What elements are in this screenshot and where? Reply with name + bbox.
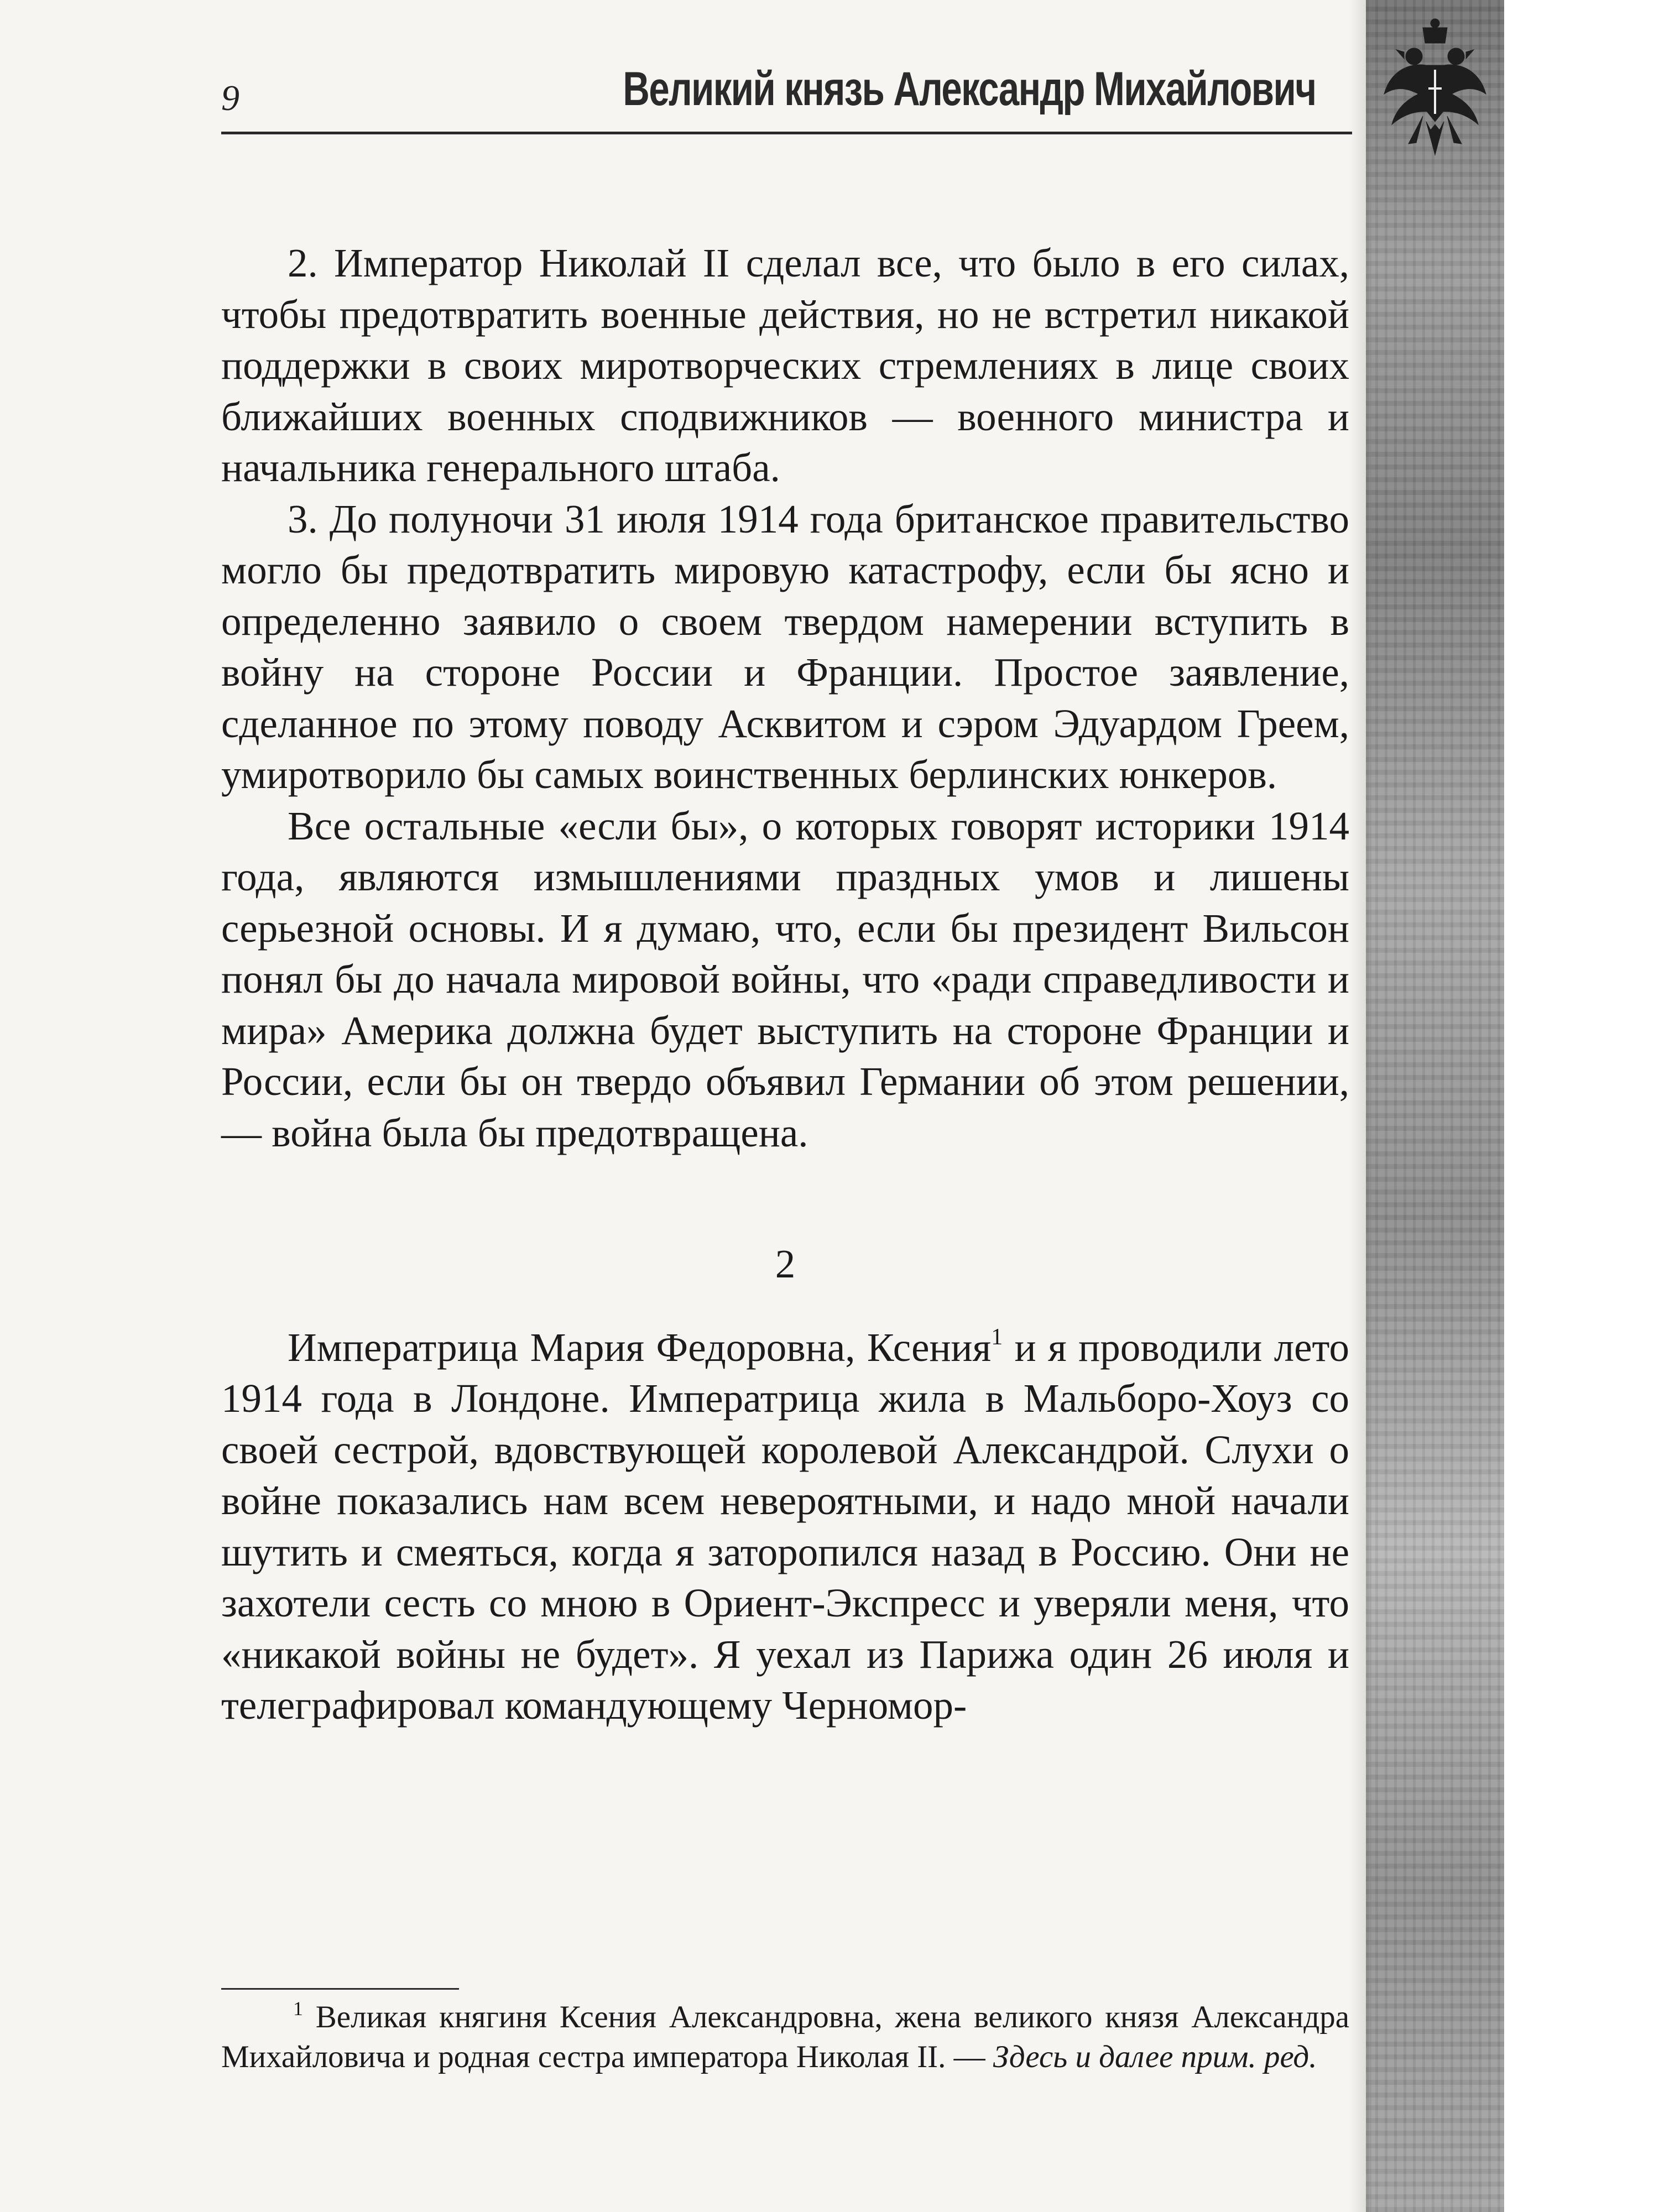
footnote-text xyxy=(221,1997,1349,2077)
side-photo-strip xyxy=(1366,0,1504,2212)
body-text xyxy=(221,238,1349,1731)
paragraph-text: Императрица Мария Федоровна, Ксения xyxy=(288,1324,992,1370)
running-title: Великий князь Александр Михайлович xyxy=(623,62,1316,116)
running-header xyxy=(221,55,1327,138)
paragraph: 3. До полуночи 31 июля 1914 года британское правительство могло бы предотвратить мировую катастрофу, если бы ясно и определенно заявило о своем твердом намерении вступить в войну на стороне России и Франции. Простое заявление, сделанное по этому поводу Асквитом и сэром Эдуардом Греем, умиротворило бы самых воинственных берлинских юнкеров. xyxy=(221,496,1349,797)
strip-shadow xyxy=(1349,0,1371,2212)
footnote-reference: 1 xyxy=(991,1324,1003,1350)
footnote-editorial-note: Здесь и далее прим. ред. xyxy=(993,2039,1317,2074)
footnote xyxy=(221,1997,1349,2077)
paragraph-text: и я проводили лето 1914 года в Лондоне. Императрица жила в Мальборо-Хоуз со своей сестрой, вдовствующей королевой Александрой. Слухи о войне показались нам всем невероятными, и надо мной начали шутить и смеяться, когда я заторопился назад в Россию. Они не захотели сесть со мною в Ориент-Экспресс и уверяли меня, что «никакой войны не будет». Я уехал из Парижа один 26 июля и телеграфировал командующему Черномор- xyxy=(221,1324,1349,1728)
double-headed-eagle-icon xyxy=(1380,17,1490,171)
header-rule xyxy=(221,132,1352,134)
section-number: 2 xyxy=(775,1241,796,1286)
paragraph: Все остальные «если бы», о которых говорят историки 1914 года, являются измышлениями праздных умов и лишены серьезной основы. И я думаю, что, если бы президент Вильсон понял бы до начала мировой войны, что «ради справедливости и мира» Америка должна будет выступить на стороне Франции и России, если бы он твердо объявил Германии об этом решении, — война была бы предотвращена. xyxy=(221,803,1349,1155)
paragraph: 2. Император Николай II сделал все, что было в его силах, чтобы предотвратить военные действия, но не встретил никакой поддержки в своих миротворческих стремлениях в лице своих ближайших военных сподвижников — военного министра и начальника генерального штаба. xyxy=(221,241,1349,490)
page-number: 9 xyxy=(221,78,239,118)
footnote-body: Великая княгиня Ксения Александровна, жена великого князя Александра Михайловича и родная сестра императора Николая II. — xyxy=(221,2000,1349,2074)
paragraph xyxy=(221,1322,1349,1731)
footnote-marker: 1 xyxy=(293,1997,303,2020)
right-margin xyxy=(1504,0,1659,2212)
footnote-rule xyxy=(221,1988,459,1990)
